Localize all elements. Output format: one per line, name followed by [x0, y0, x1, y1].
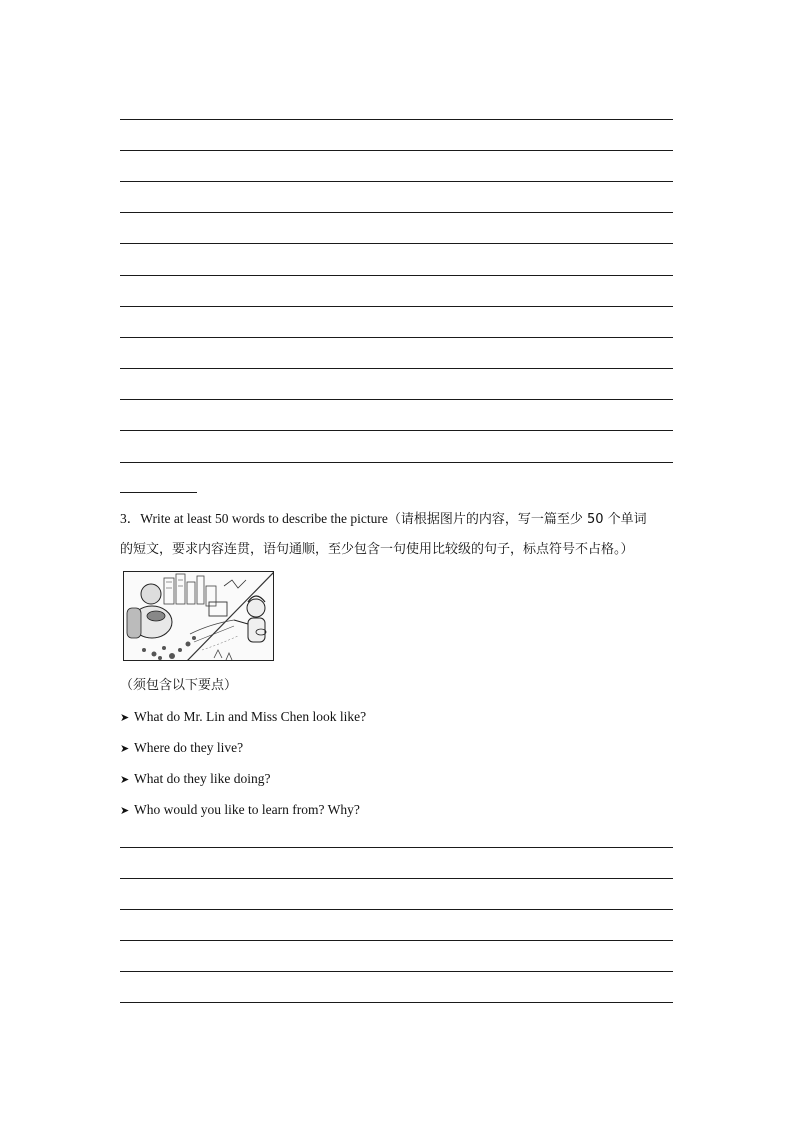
list-item — [120, 708, 366, 727]
writing-line[interactable] — [120, 971, 673, 972]
arrowhead-bullet-icon: ➤ — [120, 742, 130, 755]
point-text: What do Mr. Lin and Miss Chen look like? — [134, 709, 367, 724]
writing-line[interactable] — [120, 430, 673, 431]
list-item — [120, 770, 270, 789]
list-item — [120, 801, 360, 820]
point-text: Where do they live? — [134, 740, 244, 755]
writing-line[interactable] — [120, 940, 673, 941]
writing-line[interactable] — [120, 212, 673, 213]
writing-line[interactable] — [120, 399, 673, 400]
short-writing-line[interactable] — [120, 492, 197, 493]
cartoon-picture — [123, 571, 274, 661]
question-number: 3． — [120, 511, 141, 526]
question-3-line-2: 的短文，要求内容连贯，语句通顺，至少包含一句使用比较级的句子，标点符号不占格。） — [120, 542, 634, 557]
point-text: What do they like doing? — [134, 771, 271, 786]
question-3-line-1 — [120, 510, 647, 529]
writing-line[interactable] — [120, 847, 673, 848]
writing-line[interactable] — [120, 306, 673, 307]
writing-line[interactable] — [120, 462, 673, 463]
writing-line[interactable] — [120, 337, 673, 338]
writing-line[interactable] — [120, 243, 673, 244]
writing-line[interactable] — [120, 119, 673, 120]
writing-line[interactable] — [120, 275, 673, 276]
writing-line[interactable] — [120, 181, 673, 182]
writing-line[interactable] — [120, 909, 673, 910]
list-item — [120, 739, 243, 758]
arrowhead-bullet-icon: ➤ — [120, 804, 130, 817]
arrowhead-bullet-icon: ➤ — [120, 711, 130, 724]
question-prompt-english: Write at least 50 words to describe the picture — [140, 511, 388, 526]
question-prompt-chinese: （请根据图片的内容，写一篇至少 50 个单词 — [387, 512, 647, 527]
writing-line[interactable] — [120, 878, 673, 879]
point-text: Who would you like to learn from? Why? — [134, 802, 360, 817]
writing-line[interactable] — [120, 1002, 673, 1003]
arrowhead-bullet-icon: ➤ — [120, 773, 130, 786]
writing-line[interactable] — [120, 368, 673, 369]
cartoon-illustration-icon — [124, 572, 274, 661]
writing-line[interactable] — [120, 150, 673, 151]
hint-title: （须包含以下要点） — [120, 678, 238, 693]
